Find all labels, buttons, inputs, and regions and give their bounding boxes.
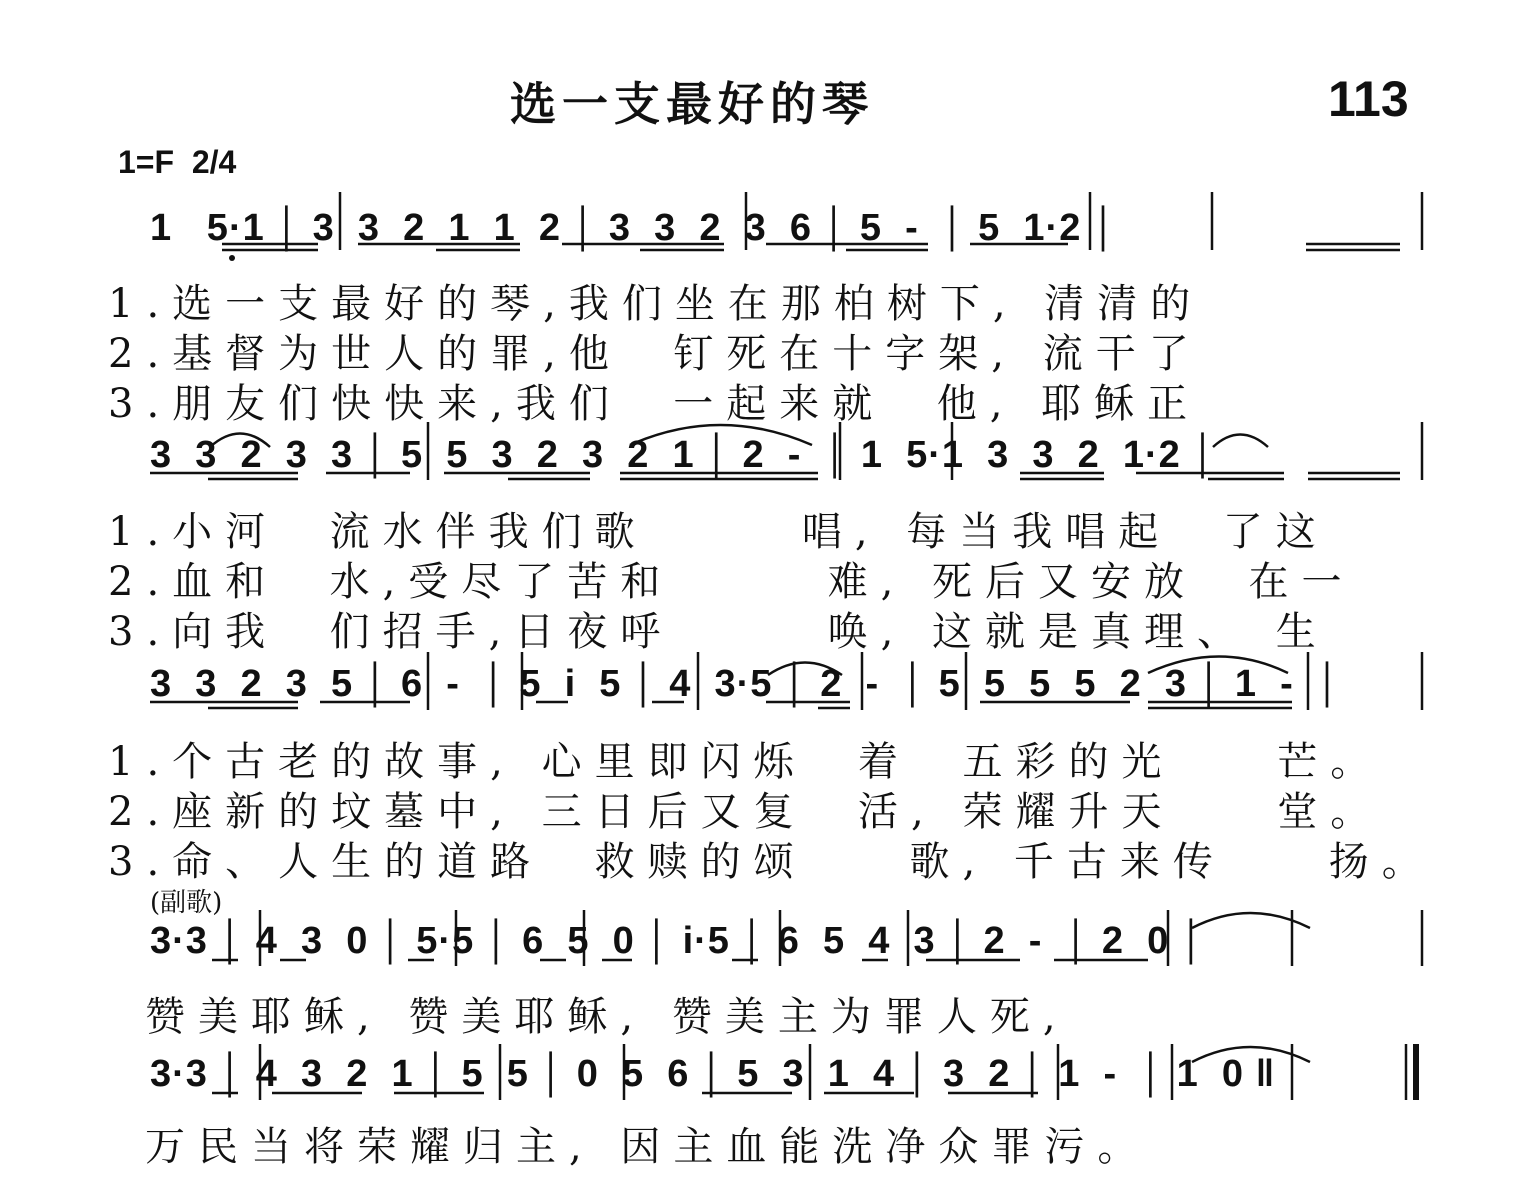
chorus-system-1-marks	[212, 910, 1422, 966]
lyric-verse2-line1: 2.基督为世人的罪,他 钉死在十字架, 流干了	[108, 331, 1202, 377]
hymn-title: 选一支最好的琴	[510, 77, 874, 131]
notation-line-5: 3·3 │ 4 3 2 1 │ 5 5 │ 0 5 6 │ 5 3 1 4 │ 3 2 │ 1 - │ 1 0 ‖	[150, 1053, 1276, 1095]
system-3-marks	[150, 652, 1422, 710]
chorus-label: (副歌)	[150, 888, 223, 918]
system-1-marks	[222, 192, 1422, 261]
chorus-lyric-line1: 赞美耶稣, 赞美耶稣, 赞美主为罪人死,	[145, 994, 1069, 1040]
lyric-verse2-line2: 2.血和 水,受尽了苦和 难, 死后又安放 在一	[108, 559, 1355, 605]
notation-line-2: 3 3 2 3 3 │ 5 5 3 2 3 2 1 │ 2 - │ 1 5·1 3 3 2 1·2 │	[150, 434, 1218, 476]
hymn-number: 113	[1328, 71, 1409, 127]
lyric-verse2-line3: 2.座新的坟墓中, 三日后又复 活, 荣耀升天 堂。	[108, 789, 1384, 835]
notation-line-3: 3 3 2 3 5 │ 6 - │ 5 i 5 │ 4 3·5 │ 2 - │ 5 5 5 5 2 3 │ 1 - │	[150, 663, 1342, 705]
notation-line-4: 3·3 │ 4 3 0 │ 5·5 │ 6 5 0 │ i·5 │ 6 5 4 3 │ 2 - │ 2 0 │	[150, 920, 1206, 962]
lyric-verse1-line3: 1.个古老的故事, 心里即闪烁 着 五彩的光 芒。	[108, 739, 1384, 785]
lyric-verse1-line2: 1.小河 流水伴我们歌 唱, 每当我唱起 了这	[108, 509, 1329, 555]
chorus-lyric-line2: 万民当将荣耀归主, 因主血能洗净众罪污。	[145, 1124, 1151, 1170]
lyric-verse1-line1: 1.选一支最好的琴,我们坐在那柏树下, 清清的	[108, 281, 1204, 327]
lyric-verse3-line3: 3.命、人生的道路 救赎的颂 歌, 千古来传 扬。	[108, 839, 1435, 885]
key-signature: 1=F 2/4	[118, 144, 237, 180]
chorus-system-2-marks	[212, 1044, 1416, 1100]
lyric-verse3-line2: 3.向我 们招手,日夜呼 唤, 这就是真理、 生	[108, 609, 1329, 655]
notation-line-1: 1 5·1 │ 3 3 2 1 1 2 │ 3 3 2 3 6 │ 5 - │ 5 1·2 │	[150, 207, 1118, 249]
lyric-verse3-line1: 3.朋友们快快来,我们 一起来就 他, 耶稣正	[108, 381, 1201, 427]
system-2-marks	[150, 422, 1422, 480]
